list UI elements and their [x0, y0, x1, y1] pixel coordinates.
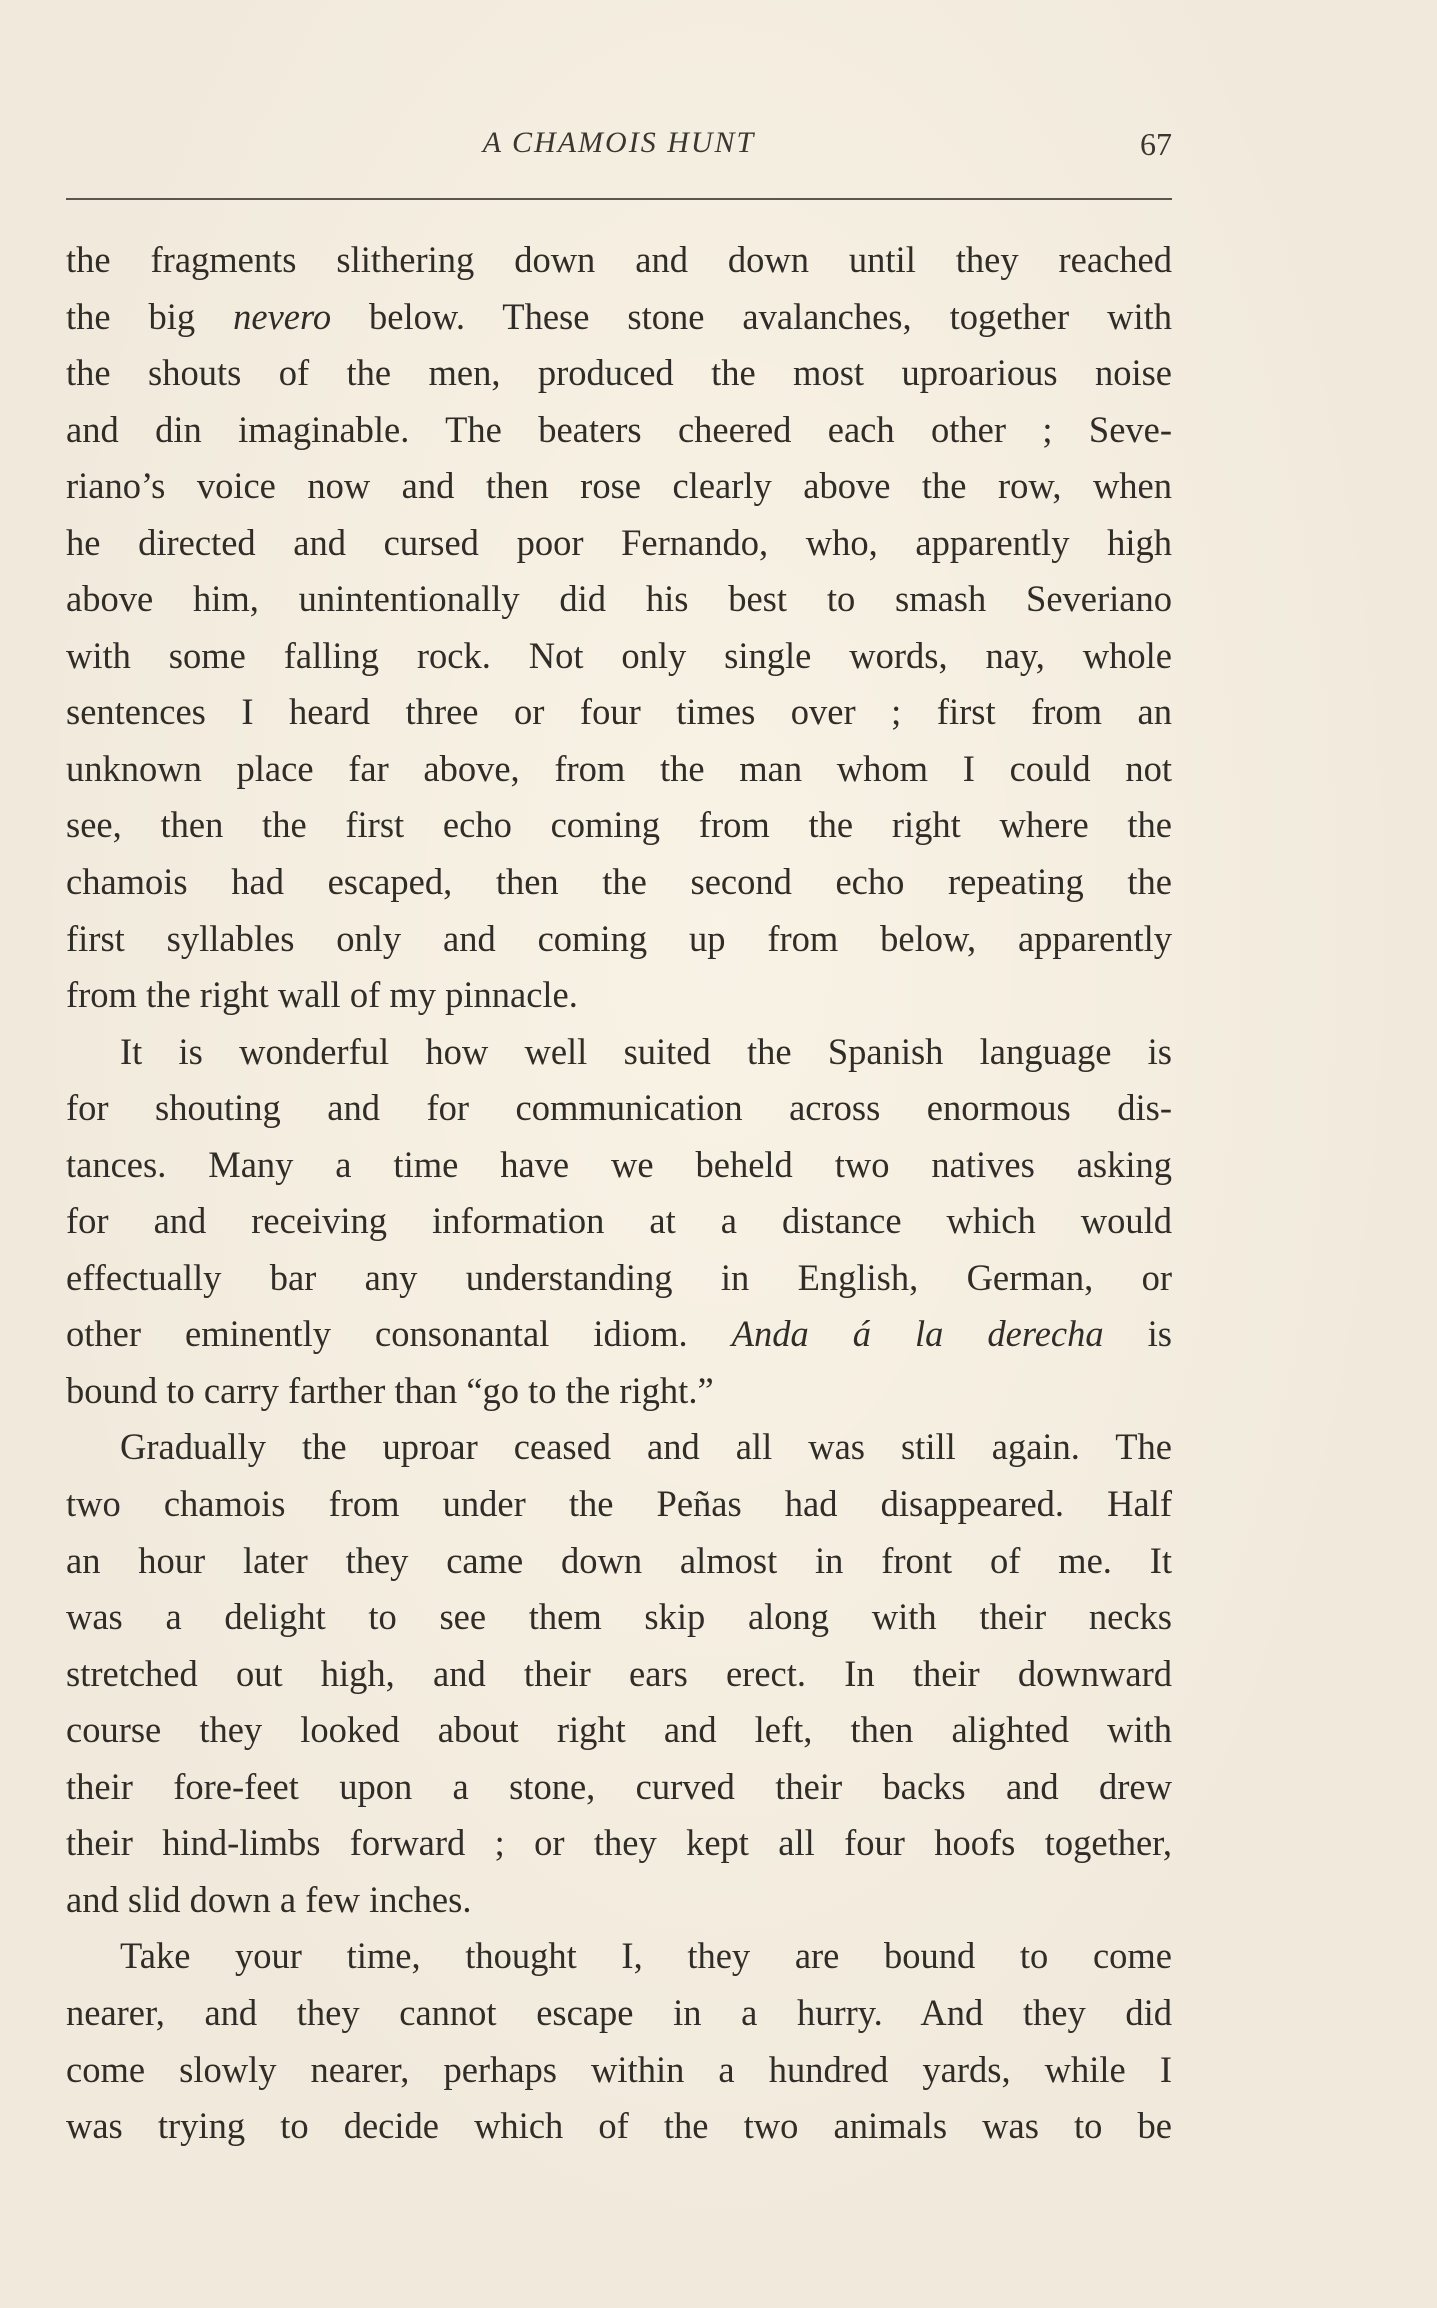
text-line [66, 1646, 1172, 1703]
text-line [66, 1306, 1172, 1363]
text-run: the fragments slithering down and down until they reached [66, 239, 1172, 280]
text-line [66, 1702, 1172, 1759]
text-run: other eminently consonantal idiom. [66, 1313, 732, 1355]
running-title: A CHAMOIS HUNT [482, 126, 756, 159]
text-run: from the right wall of my pinnacle. [66, 974, 578, 1016]
text-line [66, 1476, 1172, 1533]
text-run: their fore-feet upon a stone, curved their backs and drew [66, 1765, 1172, 1807]
italic-phrase: Anda á la derecha [731, 1313, 1104, 1355]
text-run: for shouting and for communication across enormous dis- [66, 1087, 1172, 1129]
running-head [66, 126, 1172, 176]
text-line [66, 854, 1172, 911]
text-run: two chamois from under the Peñas had disappeared. Half [66, 1483, 1172, 1525]
text-run: tances. Many a time have we beheld two natives asking [66, 1143, 1172, 1185]
text-line [66, 684, 1172, 741]
body-text [66, 232, 1172, 2155]
text-run: first syllables only and coming up from below, apparently [66, 917, 1172, 959]
paragraph [66, 1928, 1172, 2154]
text-line [66, 1419, 1172, 1476]
text-line [66, 797, 1172, 854]
text-run: is [1103, 1313, 1172, 1355]
text-run: and din imaginable. The beaters cheered each other ; Seve- [66, 408, 1172, 450]
text-line [66, 741, 1172, 798]
text-line [66, 1815, 1172, 1872]
text-run: for and receiving information at a distance which would [66, 1200, 1172, 1242]
page-number: 67 [1140, 126, 1172, 162]
text-line [66, 1080, 1172, 1137]
text-run: Gradually the uproar ceased and all was still again. The [120, 1426, 1172, 1468]
text-run: he directed and cursed poor Fernando, who, apparently high [66, 521, 1172, 563]
text-line [66, 1363, 1172, 1420]
text-run: bound to carry farther than “go to the right.” [66, 1369, 714, 1411]
text-line [66, 1250, 1172, 1307]
text-run: course they looked about right and left, then alighted with [66, 1709, 1172, 1751]
text-run: stretched out high, and their ears erect. In their downward [66, 1652, 1172, 1694]
text-line [66, 911, 1172, 968]
text-line [66, 232, 1172, 289]
header-rule [66, 198, 1172, 200]
text-line [66, 1928, 1172, 1985]
text-line [66, 1193, 1172, 1250]
text-line [66, 289, 1172, 346]
text-line [66, 2042, 1172, 2099]
text-line [66, 345, 1172, 402]
text-run: above him, unintentionally did his best to smash Severiano [66, 578, 1172, 620]
paragraph [66, 1419, 1172, 1928]
text-run: below. These stone avalanches, together with [331, 295, 1172, 337]
text-line [66, 628, 1172, 685]
paragraph [66, 232, 1172, 1024]
text-line [66, 1137, 1172, 1194]
paragraph [66, 1024, 1172, 1420]
text-run: an hour later they came down almost in front of me. It [66, 1539, 1172, 1581]
text-line [66, 1985, 1172, 2042]
text-run: effectually bar any understanding in English, German, or [66, 1256, 1172, 1298]
text-run: the shouts of the men, produced the most uproarious noise [66, 352, 1172, 394]
text-line [66, 571, 1172, 628]
text-run: was trying to decide which of the two animals was to be [66, 2105, 1172, 2147]
text-run: come slowly nearer, perhaps within a hundred yards, while I [66, 2048, 1172, 2090]
text-line [66, 458, 1172, 515]
text-run: sentences I heard three or four times over ; first from an [66, 691, 1172, 733]
text-run: see, then the first echo coming from the right where the [66, 804, 1172, 846]
text-run: their hind-limbs forward ; or they kept all four hoofs together, [66, 1822, 1172, 1864]
text-line [66, 1872, 1172, 1929]
text-run: It is wonderful how well suited the Spanish language is [120, 1030, 1172, 1072]
text-run: with some falling rock. Not only single words, nay, whole [66, 634, 1172, 676]
text-run: riano’s voice now and then rose clearly above the row, when [66, 465, 1172, 507]
text-line [66, 1759, 1172, 1816]
text-line [66, 1533, 1172, 1590]
text-run: the big [66, 295, 234, 337]
text-run: chamois had escaped, then the second echo repeating the [66, 861, 1172, 903]
text-run: and slid down a few inches. [66, 1878, 472, 1920]
text-line [66, 2098, 1172, 2155]
text-run: nearer, and they cannot escape in a hurry. And they did [66, 1991, 1172, 2033]
text-run: unknown place far above, from the man whom I could not [66, 747, 1172, 789]
text-line [66, 515, 1172, 572]
italic-phrase: nevero [233, 295, 332, 337]
text-line [66, 1024, 1172, 1081]
text-line [66, 1589, 1172, 1646]
text-line [66, 402, 1172, 459]
text-run: was a delight to see them skip along with their necks [66, 1596, 1172, 1638]
text-line [66, 967, 1172, 1024]
text-run: Take your time, thought I, they are bound to come [120, 1935, 1172, 1977]
